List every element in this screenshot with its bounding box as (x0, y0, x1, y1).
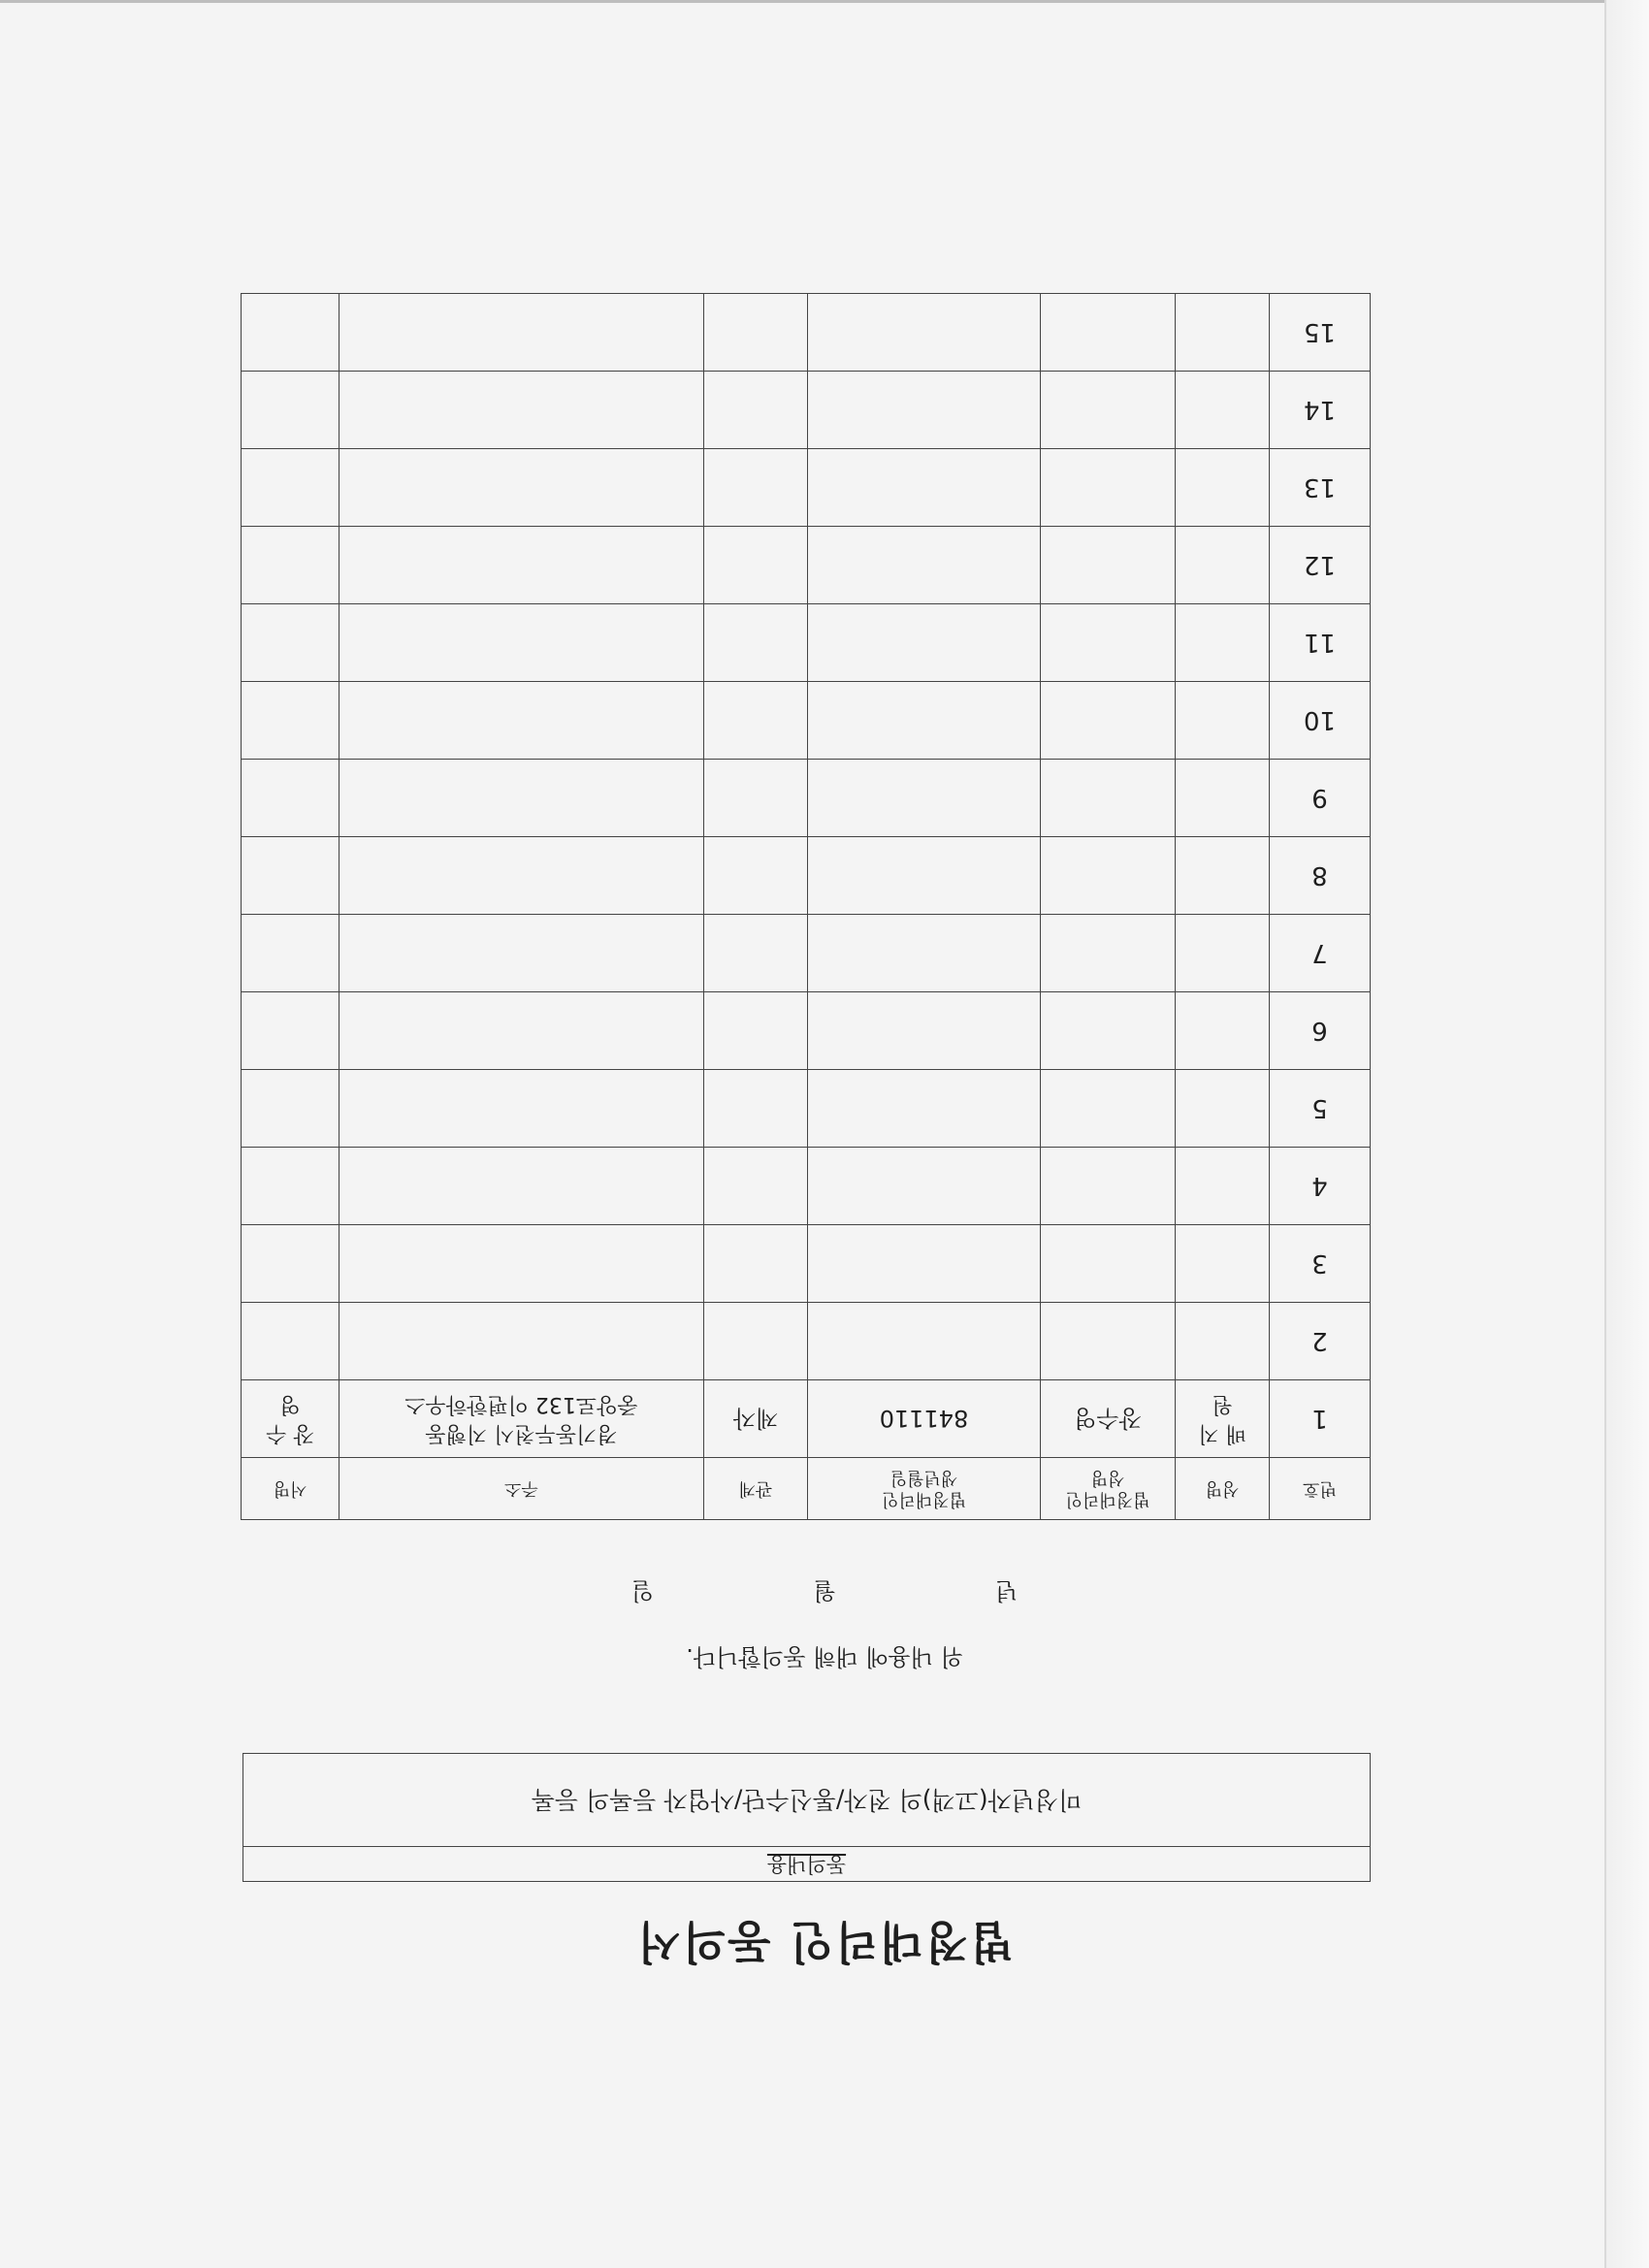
cell-guardian-name (1041, 449, 1176, 527)
cell-guardian-name (1041, 992, 1176, 1070)
cell-minor-name (1176, 527, 1270, 604)
cell-guardian-dob (808, 604, 1041, 682)
table-row (242, 1070, 1371, 1148)
cell-guardian-dob (808, 1148, 1041, 1225)
table-row (242, 837, 1371, 915)
header-relation: 관계 (704, 1458, 808, 1520)
cell-address (340, 682, 704, 760)
cell-guardian-name (1041, 682, 1176, 760)
cell-relation (704, 449, 808, 527)
header-address: 주소 (340, 1458, 704, 1520)
cell-no: 8 (1270, 837, 1371, 915)
cell-minor-name (1176, 604, 1270, 682)
cell-no: 7 (1270, 915, 1371, 992)
cell-relation (704, 294, 808, 372)
cell-relation (704, 760, 808, 837)
cell-guardian-dob (808, 294, 1041, 372)
cell-no: 5 (1270, 1070, 1371, 1148)
cell-signature (242, 449, 340, 527)
cell-guardian-dob (808, 1070, 1041, 1148)
cell-guardian-dob (808, 682, 1041, 760)
cell-relation (704, 372, 808, 449)
table-row (242, 1303, 1371, 1380)
cell-address (340, 1303, 704, 1380)
cell-signature (242, 372, 340, 449)
cell-address (340, 915, 704, 992)
cell-signature (242, 682, 340, 760)
cell-minor-name (1176, 449, 1270, 527)
cell-no: 10 (1270, 682, 1371, 760)
cell-minor-name (1176, 1148, 1270, 1225)
header-minor-name: 성명 (1176, 1458, 1270, 1520)
cell-guardian-name (1041, 527, 1176, 604)
cell-minor-name (1176, 915, 1270, 992)
cell-minor-name (1176, 294, 1270, 372)
cell-guardian-name (1041, 1225, 1176, 1303)
cell-guardian-dob (808, 449, 1041, 527)
cell-guardian-name (1041, 294, 1176, 372)
agree-statement: 위 내용에 대해 동의합니다. (686, 1643, 963, 1670)
cell-signature (242, 527, 340, 604)
consent-header-label: 동의내용 (766, 1853, 847, 1876)
cell-guardian-name (1041, 915, 1176, 992)
cell-no: 1 (1270, 1380, 1371, 1458)
table-row (242, 604, 1371, 682)
cell-signature: 장 수 영 (242, 1380, 340, 1458)
cell-guardian-dob (808, 915, 1041, 992)
cell-signature (242, 1303, 340, 1380)
date-month: 월 (813, 1577, 836, 1604)
table-row (242, 372, 1371, 449)
cell-guardian-dob: 841110 (808, 1380, 1041, 1458)
cell-address (340, 604, 704, 682)
cell-relation (704, 915, 808, 992)
cell-minor-name (1176, 1225, 1270, 1303)
date-line (0, 1576, 1649, 1610)
cell-relation: 제자 (704, 1380, 808, 1458)
cell-guardian-dob (808, 837, 1041, 915)
header-signature: 서명 (242, 1458, 340, 1520)
table-row (242, 1225, 1371, 1303)
cell-guardian-dob (808, 992, 1041, 1070)
cell-no: 11 (1270, 604, 1371, 682)
cell-relation (704, 1070, 808, 1148)
cell-minor-name (1176, 1070, 1270, 1148)
cell-address (340, 837, 704, 915)
cell-relation (704, 1303, 808, 1380)
cell-guardian-dob (808, 1303, 1041, 1380)
table-header-row (242, 1458, 1371, 1520)
cell-relation (704, 1148, 808, 1225)
table-row (242, 1380, 1371, 1458)
cell-minor-name (1176, 992, 1270, 1070)
cell-no: 9 (1270, 760, 1371, 837)
table-row (242, 992, 1371, 1070)
cell-no: 6 (1270, 992, 1371, 1070)
table-row (242, 449, 1371, 527)
cell-relation (704, 992, 808, 1070)
consent-text: 미성년자(고객)의 전자/통신수단/사업자 등록의 등록 (531, 1786, 1083, 1814)
table-row (242, 915, 1371, 992)
cell-minor-name (1176, 1303, 1270, 1380)
cell-guardian-name (1041, 1070, 1176, 1148)
date-year: 년 (995, 1577, 1018, 1604)
cell-guardian-name (1041, 1303, 1176, 1380)
cell-guardian-name (1041, 372, 1176, 449)
cell-guardian-name: 장수영 (1041, 1380, 1176, 1458)
cell-address (340, 760, 704, 837)
consent-header (243, 1846, 1370, 1881)
cell-relation (704, 604, 808, 682)
cell-minor-name: 배 지 원 (1176, 1380, 1270, 1458)
cell-address (340, 372, 704, 449)
cell-relation (704, 527, 808, 604)
header-guardian-name: 법정대리인 성명 (1041, 1458, 1176, 1520)
cell-no: 14 (1270, 372, 1371, 449)
cell-signature (242, 760, 340, 837)
date-day: 일 (630, 1577, 654, 1604)
cell-guardian-name (1041, 760, 1176, 837)
document-title: 법정대리인 동의서 (635, 1916, 1014, 1968)
cell-guardian-name (1041, 1148, 1176, 1225)
cell-no: 2 (1270, 1303, 1371, 1380)
table-row (242, 527, 1371, 604)
cell-address (340, 1225, 704, 1303)
table-row (242, 760, 1371, 837)
cell-address (340, 527, 704, 604)
cell-signature (242, 1225, 340, 1303)
cell-address (340, 449, 704, 527)
cell-relation (704, 682, 808, 760)
guardian-table (241, 293, 1371, 1520)
cell-signature (242, 1070, 340, 1148)
cell-minor-name (1176, 372, 1270, 449)
cell-no: 15 (1270, 294, 1371, 372)
table-row (242, 1148, 1371, 1225)
cell-address (340, 1070, 704, 1148)
consent-box (242, 1753, 1371, 1882)
cell-minor-name (1176, 837, 1270, 915)
cell-signature (242, 1148, 340, 1225)
cell-signature (242, 294, 340, 372)
cell-guardian-dob (808, 760, 1041, 837)
cell-signature (242, 837, 340, 915)
cell-no: 13 (1270, 449, 1371, 527)
header-no: 번호 (1270, 1458, 1371, 1520)
cell-relation (704, 837, 808, 915)
cell-no: 3 (1270, 1225, 1371, 1303)
cell-guardian-dob (808, 527, 1041, 604)
cell-relation (704, 1225, 808, 1303)
cell-no: 12 (1270, 527, 1371, 604)
cell-address (340, 1148, 704, 1225)
cell-minor-name (1176, 760, 1270, 837)
table-row (242, 294, 1371, 372)
cell-address (340, 992, 704, 1070)
cell-minor-name (1176, 682, 1270, 760)
cell-guardian-name (1041, 604, 1176, 682)
cell-no: 4 (1270, 1148, 1371, 1225)
cell-address (340, 294, 704, 372)
cell-signature (242, 915, 340, 992)
cell-address: 경기동두천시 지행동 중앙로132 이편한하우스 (340, 1380, 704, 1458)
cell-guardian-dob (808, 1225, 1041, 1303)
cell-guardian-dob (808, 372, 1041, 449)
cell-signature (242, 604, 340, 682)
cell-signature (242, 992, 340, 1070)
header-guardian-dob: 법정대리인 생년월일 (808, 1458, 1041, 1520)
table-row (242, 682, 1371, 760)
cell-guardian-name (1041, 837, 1176, 915)
